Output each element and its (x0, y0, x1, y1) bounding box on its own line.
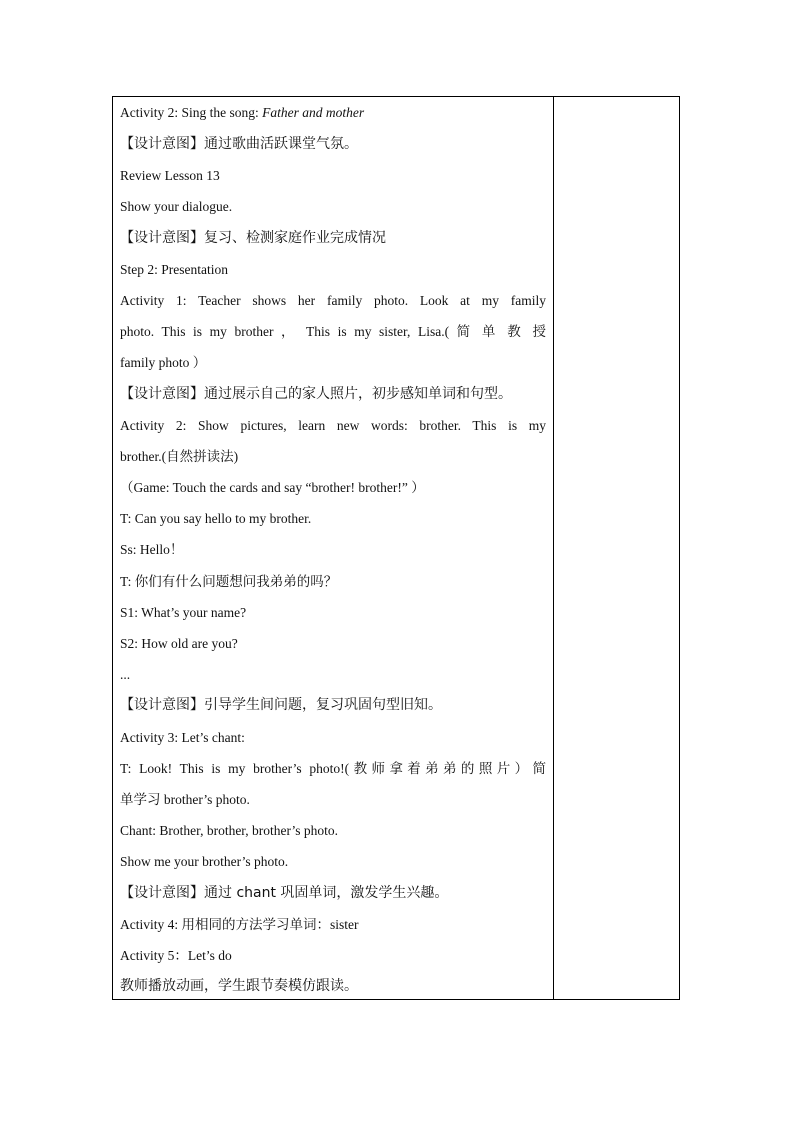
activity-1-line: Activity 1: Teacher shows her family photo. Look at my family (120, 292, 546, 308)
design-intent-line: 【设计意图】复习、检测家庭作业完成情况 (120, 229, 386, 246)
lesson-content-cell (120, 97, 546, 1002)
activity-2-song-line (120, 97, 546, 129)
activity-2-words-line-end: brother.(自然拼读法) (120, 448, 239, 464)
chant-line: Chant: Brother, brother, brother’s photo. (120, 823, 339, 839)
show-photo-line: Show me your brother’s photo. (120, 854, 289, 870)
activity-4-line: Activity 4: 用相同的方法学习单词：sister (120, 916, 359, 932)
teacher-photo-line-end: 单学习 brother’s photo. (120, 791, 250, 807)
ellipsis-line: ... (120, 667, 131, 683)
teacher-photo-line: T: Look! This is my brother’s photo!(教师拿着弟弟的照片）简 (120, 760, 546, 776)
design-intent-line: 【设计意图】通过歌曲活跃课堂气氛。 (120, 136, 358, 152)
design-intent-line: 【设计意图】通过展示自己的家人照片，初步感知单词和句型。 (120, 385, 512, 402)
student-2-line: S2: How old are you? (120, 636, 238, 651)
review-lesson-line: Review Lesson 13 (120, 168, 220, 184)
song-title: Father and mother (262, 105, 365, 120)
game-line: （Game: Touch the cards and say “brother! brother!” ） (120, 480, 425, 496)
teacher-line: T: Can you say hello to my brother. (120, 511, 312, 527)
step-2-heading: Step 2: Presentation (120, 261, 228, 277)
activity-1-line-end: family photo ） (120, 355, 207, 371)
activity-2-words-line: Activity 2: Show pictures, learn new words: brother. This is my (120, 417, 546, 433)
show-dialogue-line: Show your dialogue. (120, 199, 233, 215)
notes-cell (554, 97, 680, 999)
student-1-line: S1: What’s your name? (120, 604, 247, 620)
activity-3-chant-line: Activity 3: Let’s chant: (120, 729, 245, 745)
design-intent-line: 【设计意图】引导学生间问题，复习巩固句型旧知。 (120, 697, 442, 714)
animation-line: 教师播放动画，学生跟节奏模仿跟读。 (120, 978, 358, 995)
students-line: Ss: Hello！ (120, 542, 184, 558)
design-intent-line: 【设计意图】通过 chant 巩固单词，激发学生兴趣。 (120, 884, 449, 901)
activity-5-line: Activity 5：Let’s do (120, 947, 232, 963)
teacher-question-line: T: 你们有什么问题想问我弟弟的吗？ (120, 573, 338, 589)
lesson-plan-table (112, 96, 680, 1000)
activity-2-song-label: Activity 2: Sing the song: (120, 105, 263, 120)
activity-1-line-continued: photo. This is my brother ， This is my sister, Lisa.( 简 单 教 授 (120, 324, 546, 340)
